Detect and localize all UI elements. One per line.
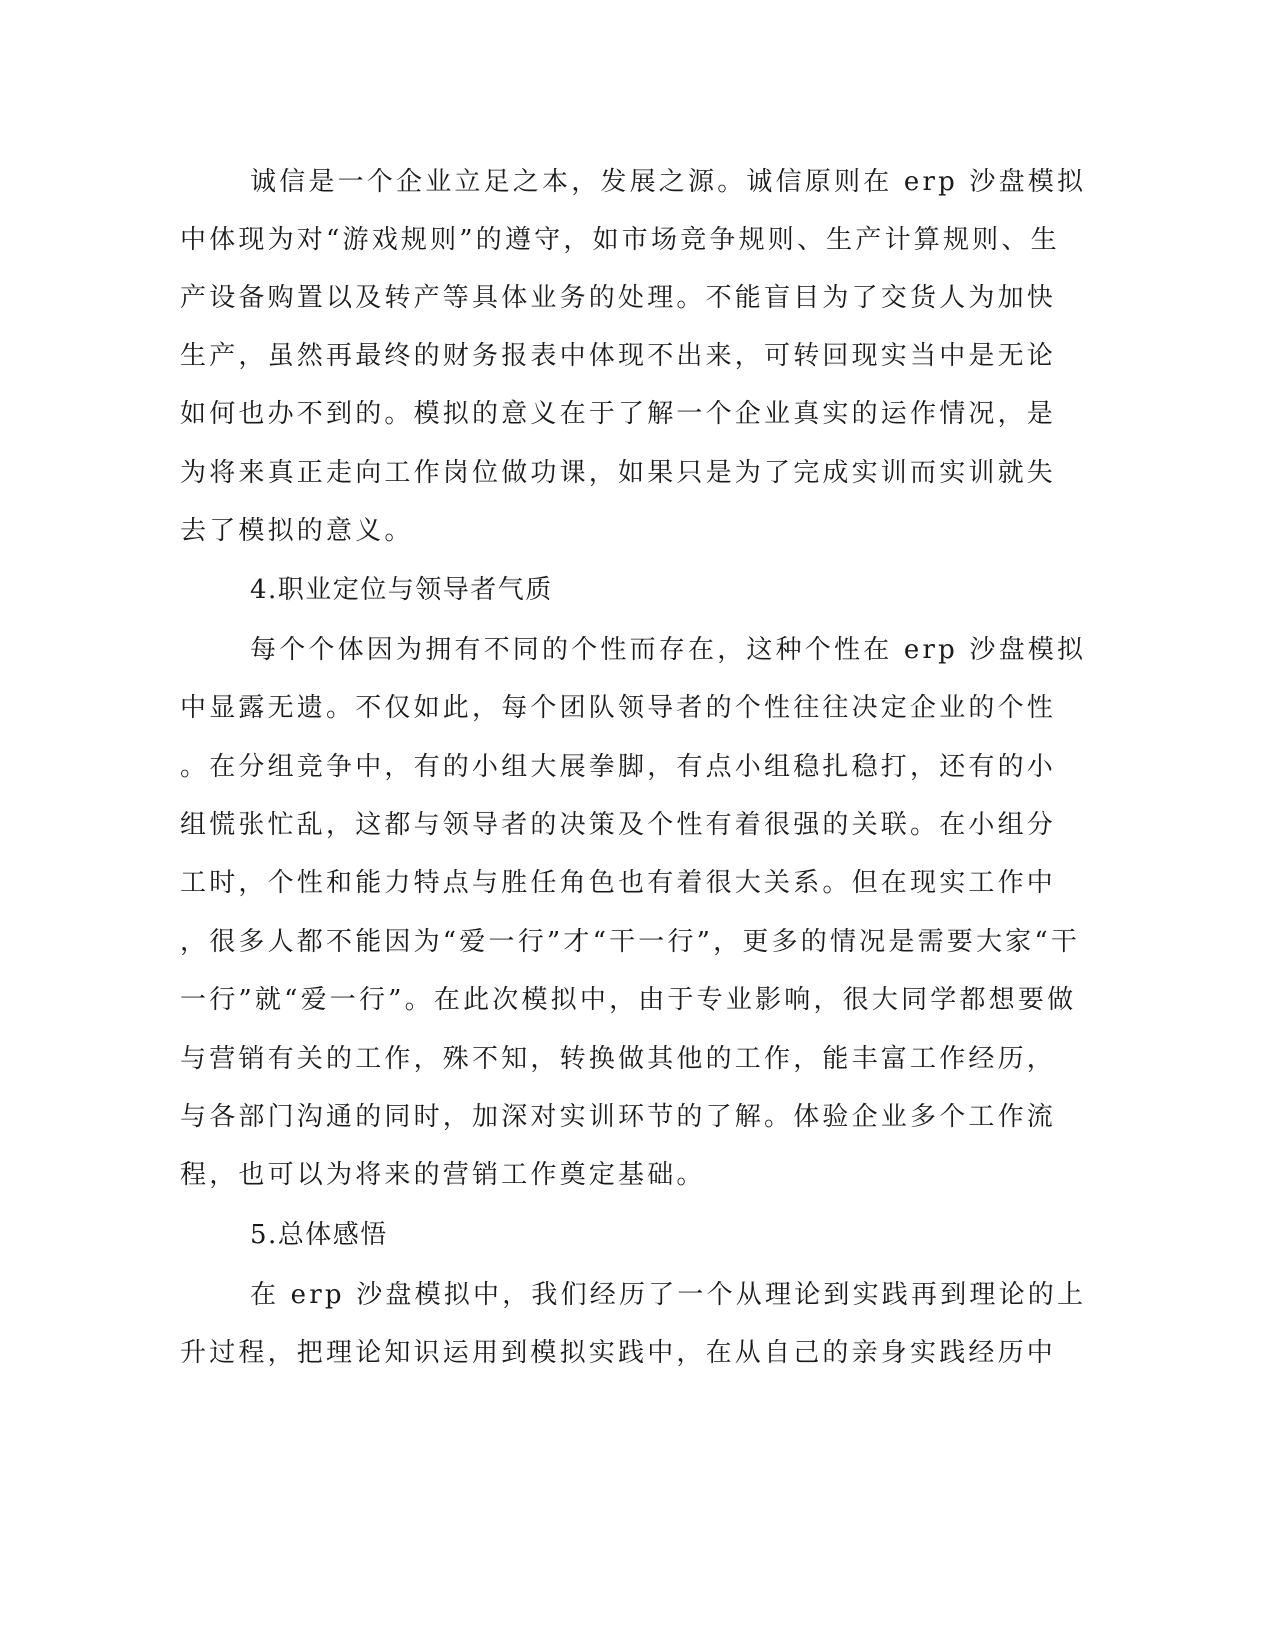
paragraph-2-line-8: 与营销有关的工作，殊不知，转换做其他的工作，能丰富工作经历， bbox=[180, 1044, 1057, 1074]
paragraph-2-line-5: 工时，个性和能力特点与胜任角色也有着很大关系。但在现实工作中 bbox=[180, 868, 1057, 898]
paragraph-2-line-6: ，很多人都不能因为“爱一行”才“干一行”，更多的情况是需要大家“干 bbox=[180, 927, 1081, 957]
section-heading-5: 5.总体感悟 bbox=[250, 1220, 388, 1250]
paragraph-2-line-4: 组慌张忙乱，这都与领导者的决策及个性有着很强的关联。在小组分 bbox=[180, 810, 1057, 840]
paragraph-1-line-6: 为将来真正走向工作岗位做功课，如果只是为了完成实训而实训就失 bbox=[180, 458, 1057, 488]
paragraph-2-line-7: 一行”就“爱一行”。在此次模拟中，由于专业影响，很大同学都想要做 bbox=[180, 985, 1077, 1015]
paragraph-1-line-3: 产设备购置以及转产等具体业务的处理。不能盲目为了交货人为加快 bbox=[180, 283, 1057, 313]
paragraph-2-line-1: 每个个体因为拥有不同的个性而存在，这种个性在 erp 沙盘模拟 bbox=[250, 635, 1087, 665]
paragraph-1-line-7: 去了模拟的意义。 bbox=[180, 516, 414, 546]
paragraph-1-line-5: 如何也办不到的。模拟的意义在于了解一个企业真实的运作情况，是 bbox=[180, 399, 1057, 429]
paragraph-2-line-10: 程，也可以为将来的营销工作奠定基础。 bbox=[180, 1160, 706, 1190]
paragraph-2-line-2: 中显露无遗。不仅如此，每个团队领导者的个性往往决定企业的个性 bbox=[180, 693, 1057, 723]
paragraph-1-line-2: 中体现为对“游戏规则”的遵守，如市场竞争规则、生产计算规则、生 bbox=[180, 225, 1060, 255]
paragraph-2-line-9: 与各部门沟通的同时，加深对实训环节的了解。体验企业多个工作流 bbox=[180, 1102, 1057, 1132]
paragraph-1-line-1: 诚信是一个企业立足之本，发展之源。诚信原则在 erp 沙盘模拟 bbox=[250, 167, 1087, 197]
paragraph-3-line-2: 升过程，把理论知识运用到模拟实践中，在从自己的亲身实践经历中 bbox=[180, 1338, 1057, 1368]
section-heading-4: 4.职业定位与领导者气质 bbox=[250, 575, 553, 605]
paragraph-1-line-4: 生产，虽然再最终的财务报表中体现不出来，可转回现实当中是无论 bbox=[180, 341, 1057, 371]
paragraph-3-line-1: 在 erp 沙盘模拟中，我们经历了一个从理论到实践再到理论的上 bbox=[250, 1280, 1087, 1310]
paragraph-2-line-3: 。在分组竞争中，有的小组大展拳脚，有点小组稳扎稳打，还有的小 bbox=[180, 752, 1057, 782]
